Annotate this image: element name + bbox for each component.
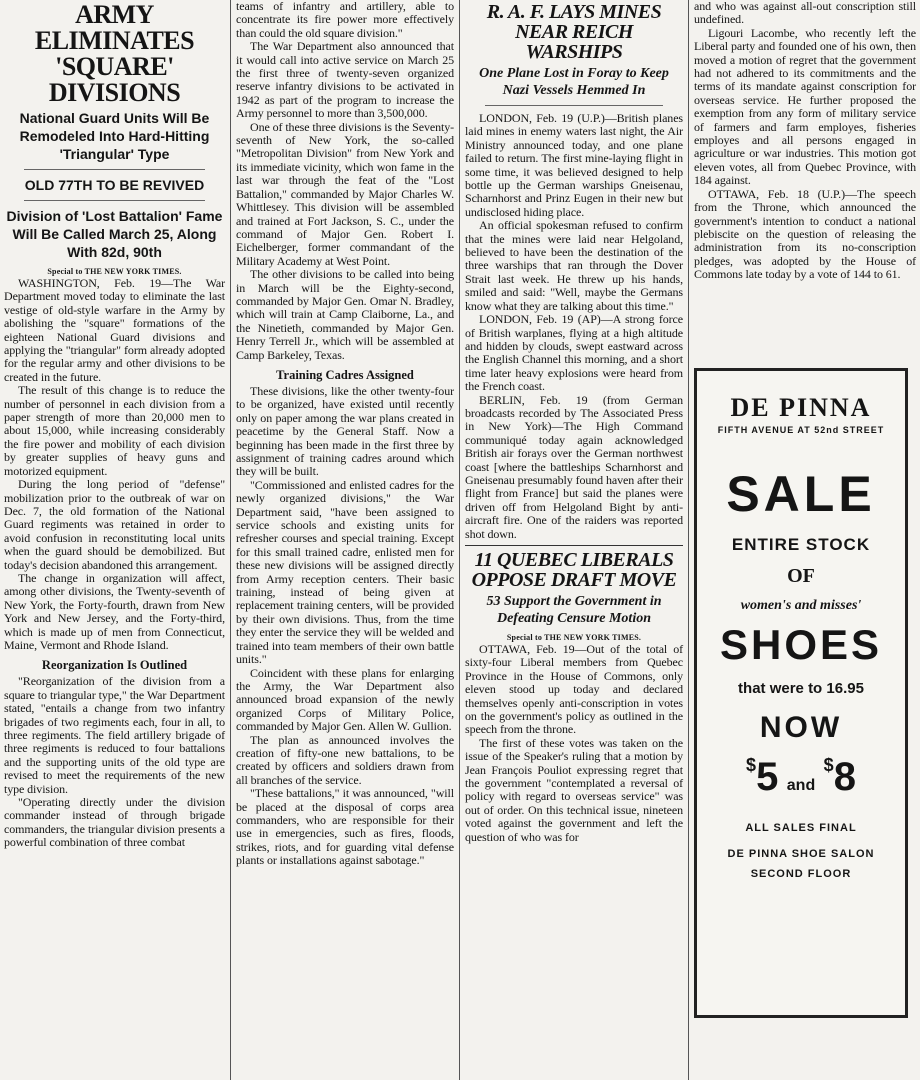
column-raf-quebec	[461, 0, 687, 1080]
article-paragraph: One of these three divisions is the Seventy-seventh of New York, the so-called "Metropolitan Division" from New York and its immediate vicinity, which won fame in the last war through the feat of the "Lost Battalion," commanded by Major Charles W. Whittlesey. This division will be assembled and trained at Fort Jackson, S. C., under the command of Major Gen. Robert I. Eichelberger, former commandant of the Military Academy at West Point.	[236, 119, 454, 268]
ad-price-low: 5	[756, 755, 779, 799]
article-paragraph: These divisions, like the other twenty-four to be organized, have existed until recently only on paper among the war plans created in peacetime by the General Staff. Now a beginning has been made in the first three by assignment of training cadres around which they will be built.	[236, 383, 454, 479]
column-rule	[688, 0, 689, 1080]
article-paragraph: The change in organization will affect, among other divisions, the Twenty-seventh of New York, the Forty-fourth, drawn from New York and New Jersey, and the Forty-third, which is made up of men from Connecticut, Maine, Vermont and Rhode Island.	[4, 570, 225, 652]
deck-national-guard: National Guard Units Will Be Remodeled Into Hard-Hitting 'Triangular' Type	[19, 110, 210, 162]
article-paragraph: The other divisions to be called into being in March will be the Eighty-second, commanded by Major Gen. Omar N. Bradley, which will train at Camp Claiborne, La., and the Ninetieth, commanded by Major Gen. Henry Terrell Jr., which will be assembled at Camp Barkeley, Texas.	[236, 267, 454, 362]
ad-address: FIFTH AVENUE AT 52nd STREET	[717, 425, 885, 435]
article-paragraph: "Reorganization of the division from a square to triangular type," the War Department stated, "entails a change from two infantry brigades of two regiments each, four in all, to three regiments. The field artillery brigade of three regiments is reduced to four battalions and the supporting units of the old type are revised to meet the requirements of the new type division.	[4, 674, 225, 796]
ad-brand: DE PINNA	[730, 393, 872, 422]
article-paragraph: "Commissioned and enlisted cadres for the newly organized divisions," the War Department said, "have been assigned to service schools and existing units for refresher courses and special training. Except for this small trained cadre, enlisted men for these new divisions will be assigned directly from Army reception centers. Their basic training, instead of being given at replacement training centers, will be provided by their own divisions. Thus, from the time they enter the service they will be welded and trained into team members of their own battle units."	[236, 477, 454, 667]
ad-currency: $	[746, 755, 757, 775]
article-paragraph: teams of infantry and artillery, able to concentrate its fire power more effectively than could the old square division."	[236, 0, 454, 40]
ad-now: NOW	[759, 711, 843, 744]
article-paragraph: OTTAWA, Feb. 18 (U.P.)—The speech from the Throne, which announced the government's intention to conduct a national plebiscite on the question of releasing the administration from its no-conscription pledges, was adopted by the House of Commons late today by a vote of 144 to 61.	[694, 186, 916, 282]
ad-shoe-salon: DE PINNA SHOE SALON	[727, 848, 875, 860]
deck-old-77th: OLD 77TH TO BE REVIVED	[24, 177, 205, 193]
column-army-continued	[232, 0, 458, 1080]
divider	[24, 200, 205, 201]
ad-price-high: 8	[833, 755, 856, 799]
article-paragraph: The result of this change is to reduce the number of personnel in each division from a paper strength of more than 20,000 men to about 15,000, while increasing considerably the fire power and mobility of each division by greater supplies of heavy guns and motorized equipment.	[4, 383, 225, 478]
special-credit: Special to THE NEW YORK TIMES.	[47, 267, 182, 276]
divider	[485, 105, 663, 106]
article-paragraph: Coincident with these plans for enlarging the Army, the War Department also announced broad expansion of the newly organized Corps of Military Police, commanded by Major Gen. Allen W. Gullion.	[236, 665, 454, 734]
ad-price	[697, 755, 905, 800]
article-paragraph: LONDON, Feb. 19 (AP)—A strong force of British warplanes, flying at a high altitude and hidden by clouds, swept eastward across the English Channel this morning, and a short time later heavy explosions were heard from the French coast.	[465, 312, 683, 394]
column-army-divisions	[0, 0, 229, 1080]
special-credit: Special to THE NEW YORK TIMES.	[506, 633, 642, 642]
ad-price-and: and	[786, 777, 816, 794]
article-paragraph: OTTAWA, Feb. 19—Out of the total of sixty-four Liberal members from Quebec Province in the House of Commons, only eleven stood up today and declared themselves openly anti-conscription in votes on the government's policy as outlined in the speech from the throne.	[465, 642, 683, 737]
column-rule	[459, 0, 460, 1080]
ad-currency: $	[823, 755, 834, 775]
article-paragraph: LONDON, Feb. 19 (U.P.)—British planes laid mines in enemy waters last night, the Air Ministry announced today, and one plane failed to return. The first mine-laying flight in some time, it was believed designed to help bottle up the German warships Gneisenau, Scharnhorst and Prinz Eugen in their new but undisclosed hiding place.	[465, 111, 683, 219]
article-paragraph: The War Department also announced that it would call into active service on March 25 the first three of twenty-seven organized reserve infantry divisions to be activated in 1942 as part of the program to increase the Army personnel to more than 3,500,000.	[236, 39, 454, 121]
ad-sales-final: ALL SALES FINAL	[745, 822, 857, 834]
article-paragraph: An official spokesman refused to confirm that the mines were laid near Helgoland, believed to have been the destination of the three warships that ran through the Dover Strait last week. He threw up his hands, smiled and said: "Well, maybe the Germans know what they are talking about this time."	[465, 218, 683, 313]
subhead-reorganization: Reorganization Is Outlined	[41, 658, 188, 673]
de-pinna-advertisement	[694, 368, 908, 1018]
divider	[465, 545, 683, 546]
ad-womens-misses: women's and misses'	[740, 598, 862, 613]
column-rule	[230, 0, 231, 1080]
ad-sale: SALE	[726, 466, 876, 522]
article-paragraph: The plan as announced involves the creation of fifty-one new battalions, to be created by officers and soldiers drawn from all branches of the service.	[236, 732, 454, 787]
deck-one-plane-lost: One Plane Lost in Foray to Keep Nazi Vessels Hemmed In	[479, 66, 669, 98]
ad-entire-stock: ENTIRE STOCK	[731, 535, 871, 554]
article-paragraph: "These battalions," it was announced, "will be placed at the disposal of corps area commanders, who are responsible for their use in emergencies, such as fires, floods, strikes, riots, and for guarding vital defense plants or installations against sabotage."	[236, 786, 454, 868]
headline-army: ARMY ELIMINATES 'SQUARE' DIVISIONS	[34, 0, 195, 107]
headline-raf: R. A. F. LAYS MINES NEAR REICH WARSHIPS	[486, 1, 662, 63]
subhead-training-cadres: Training Cadres Assigned	[276, 367, 414, 382]
article-paragraph: "Operating directly under the division commander instead of through brigade commanders, the triangular division presents a powerful combination of three combat	[4, 795, 225, 850]
article-paragraph: WASHINGTON, Feb. 19—The War Department moved today to eliminate the last vestige of old-style warfare in the Army by abolishing the "square" formations of the eighteen National Guard divisions and applying the "triangular" form already adopted for the regular army and other divisions to be created in the future.	[4, 276, 225, 384]
ad-of: OF	[787, 565, 815, 587]
ad-second-floor: SECOND FLOOR	[750, 868, 852, 880]
divider	[24, 169, 205, 170]
article-paragraph: During the long period of "defense" mobilization prior to the outbreak of war on Dec. 7, the old formation of the National Guard regiments was retained in order to avoid confusion in reconstituting local units when the guard should be demobilized. But today's decision abandoned this arrangement.	[4, 477, 225, 572]
article-paragraph: The first of these votes was taken on the issue of the Speaker's ruling that a motion by Jean François Pouliot expressing regret that the government "contemplated a reversal of policy with regard to overseas service" was out of order. On this technical issue, nineteen voted against the government and left the question of who was for	[465, 735, 683, 844]
article-paragraph: Ligouri Lacombe, who recently left the Liberal party and founded one of his own, then moved a motion of regret that the government had not adhered to its commitments and the terms of its mandate against conscription for overseas service. He further proposed the exemption from any form of military service of farmers and farm employes, fisheries employes and all persons engaged in agriculture or war industries. This motion got eleven votes, all from Quebec Province, with 184 against.	[694, 25, 916, 188]
headline-quebec: 11 QUEBEC LIBERALS OPPOSE DRAFT MOVE	[471, 549, 677, 591]
ad-shoes: SHOES	[719, 621, 883, 668]
ad-were-price: that were to 16.95	[738, 680, 864, 697]
article-paragraph: BERLIN, Feb. 19 (from German broadcasts recorded by The Associated Press in New York)—The High Command communiqué today again acknowledged British air forays over the German northwest coast [where the battleships Scharnhorst and Gneisenau presumably found haven after their flight from France] but said the planes were driven off from Helgoland Bight by anti-aircraft fire. One of the raiders was reported shot down.	[465, 392, 683, 541]
article-paragraph: and who was against all-out conscription still undefined.	[694, 0, 916, 27]
deck-53-support: 53 Support the Government in Defeating Censure Motion	[486, 594, 662, 626]
deck-lost-battalion: Division of 'Lost Battalion' Fame Will Be Called March 25, Along With 82d, 90th	[6, 208, 223, 260]
